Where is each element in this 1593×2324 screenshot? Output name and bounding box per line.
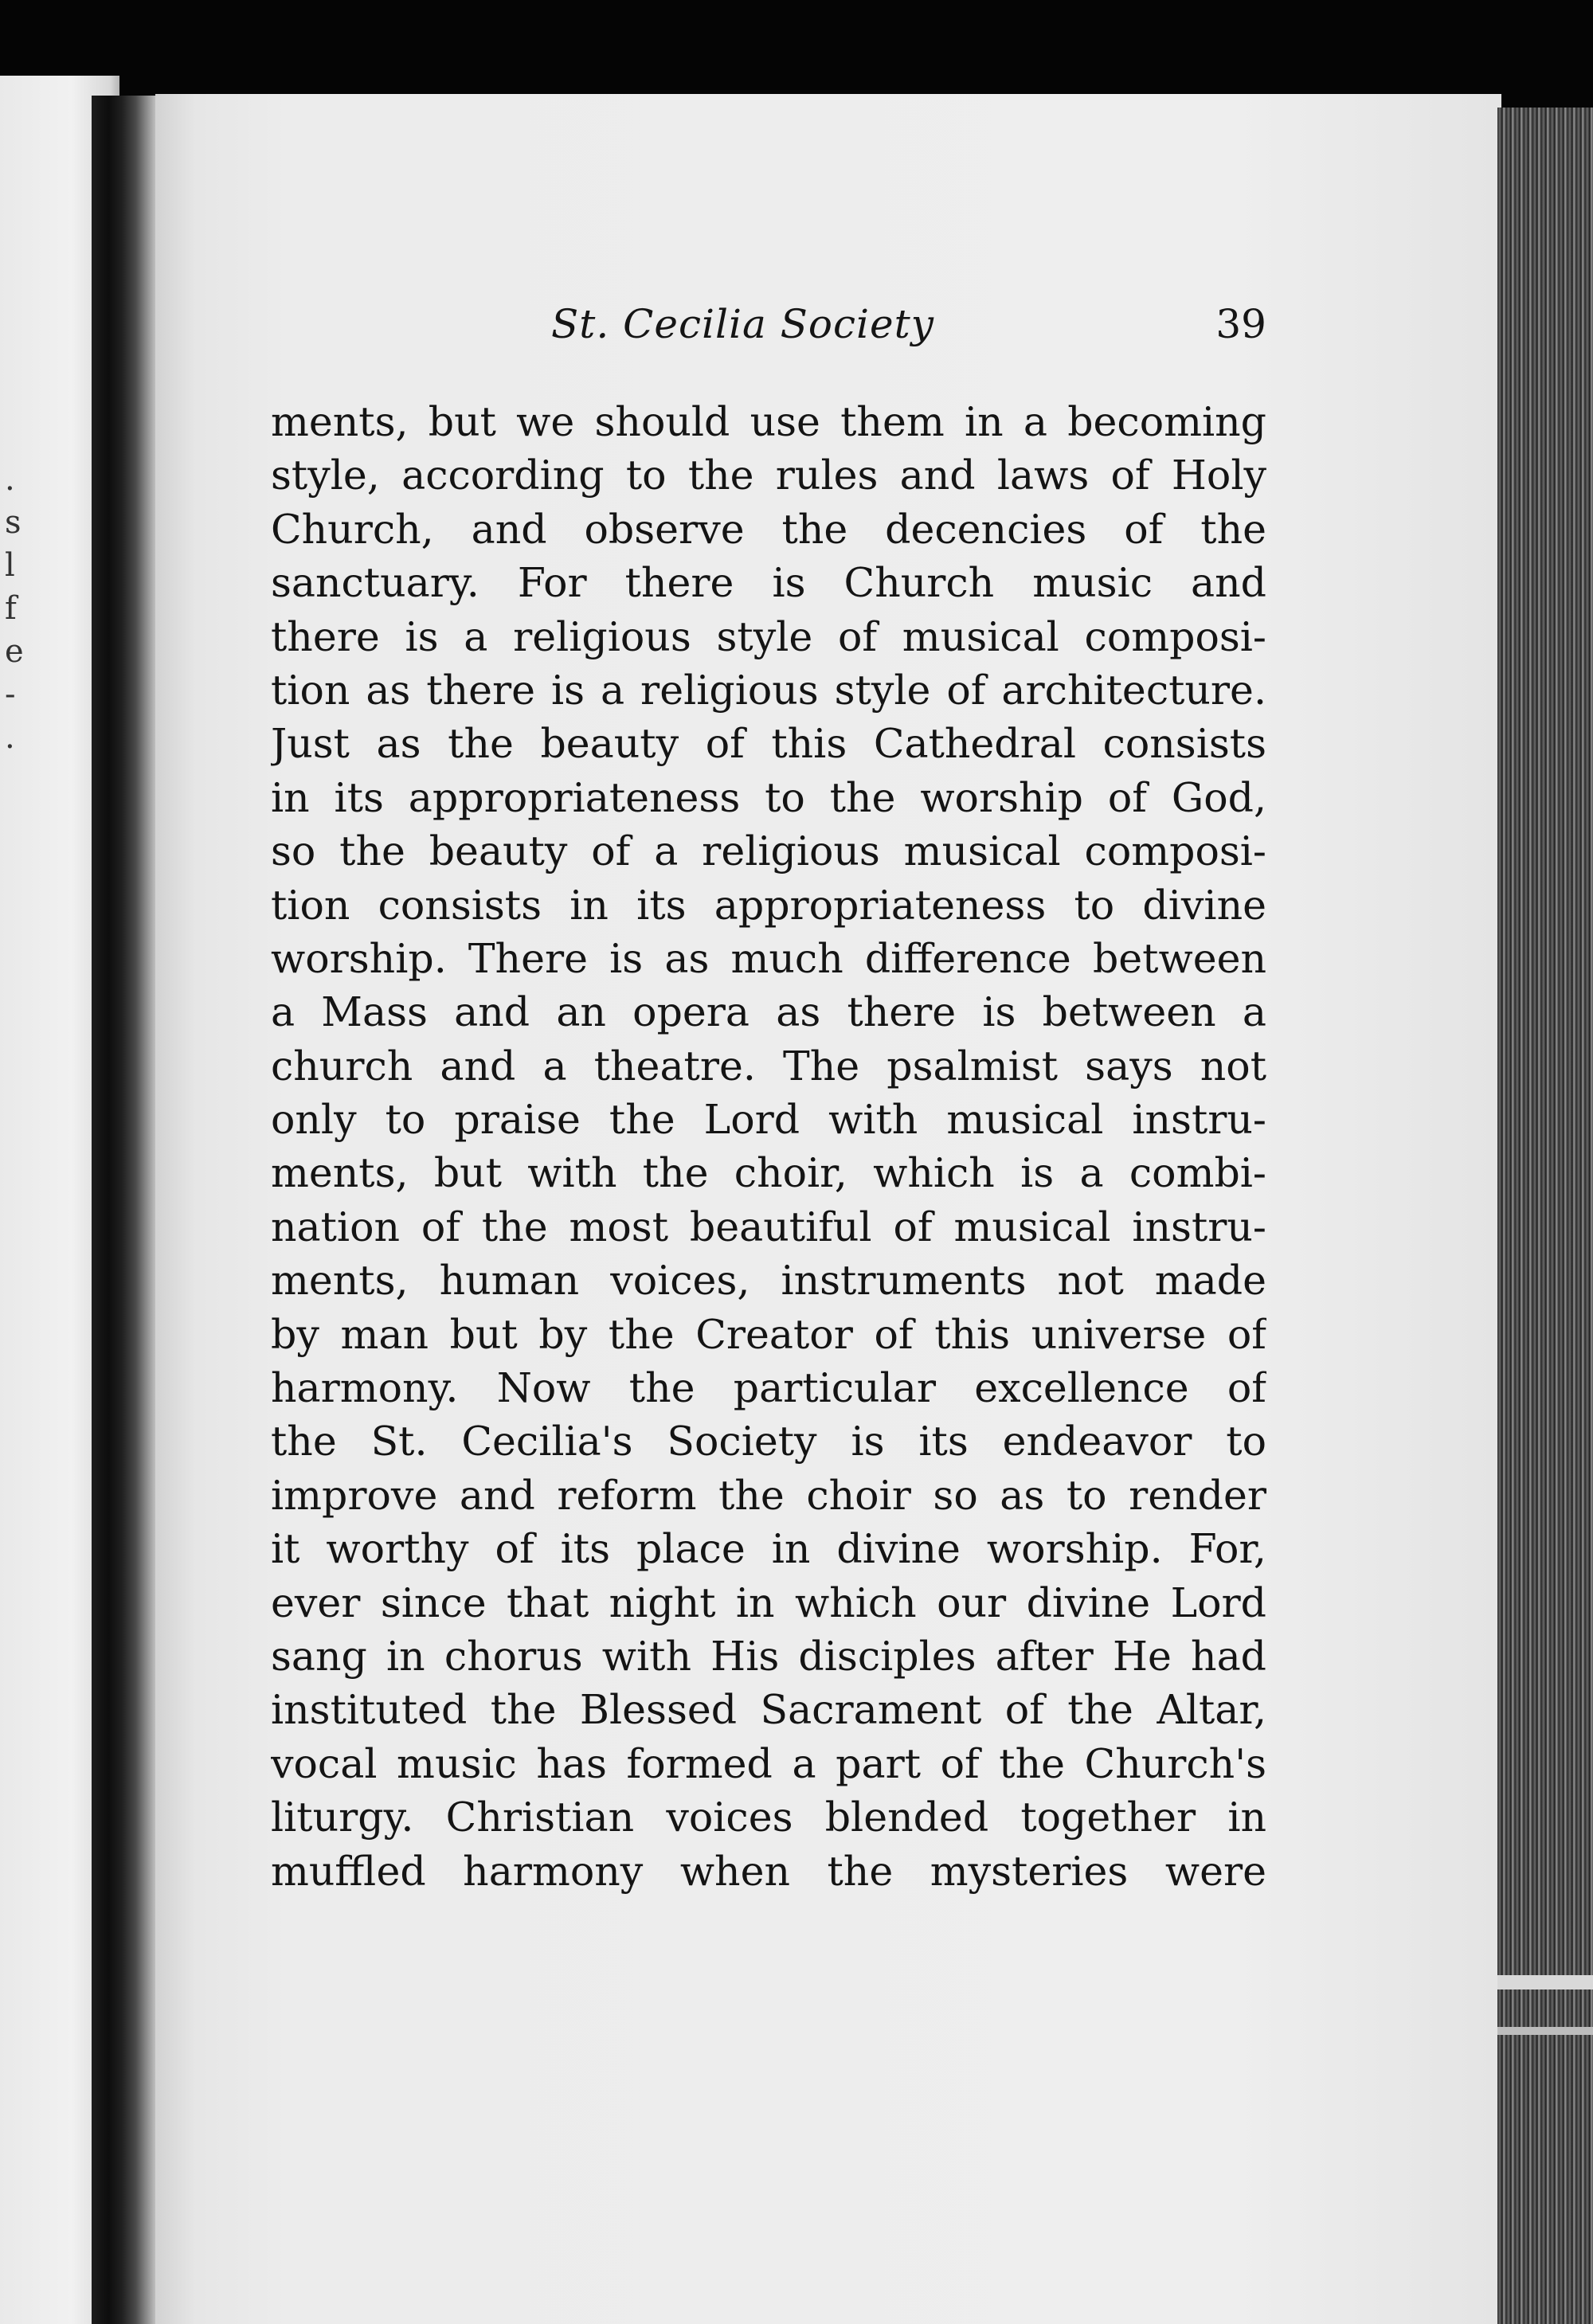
page-edge-highlight	[1497, 2027, 1593, 2035]
fragment: .	[5, 719, 15, 756]
page-edge-highlight	[1497, 1975, 1593, 1989]
text-line: ments, but with the choir, which is a combi-	[271, 1149, 1266, 1197]
text-line: harmony. Now the particular excellence of	[271, 1364, 1266, 1412]
text-line: ments, human voices, instruments not made	[271, 1257, 1266, 1305]
fragment: -	[5, 676, 16, 713]
text-line: tion consists in its appropriateness to divine	[271, 881, 1266, 929]
text-line: a Mass and an opera as there is between a	[271, 988, 1266, 1036]
text-line: vocal music has formed a part of the Church's	[271, 1739, 1266, 1787]
text-line: church and a theatre. The psalmist says not	[271, 1042, 1266, 1090]
text-line: ments, but we should use them in a becoming	[271, 398, 1266, 445]
text-line: Just as the beauty of this Cathedral consists	[271, 720, 1266, 768]
text-line: ever since that night in which our divine Lord	[271, 1579, 1266, 1626]
text-line: muffled harmony when the mysteries were	[271, 1847, 1266, 1895]
fragment: s	[5, 504, 22, 541]
text-line: so the beauty of a religious musical composi-	[271, 827, 1266, 875]
text-line: the St. Cecilia's Society is its endeavor to	[271, 1418, 1266, 1465]
text-line: it worthy of its place in divine worship. For,	[271, 1525, 1266, 1573]
text-line: instituted the Blessed Sacrament of the Altar,	[271, 1686, 1266, 1734]
text-line: style, according to the rules and laws of Holy	[271, 452, 1266, 499]
fragment: l	[5, 547, 15, 584]
book-gutter-shadow	[92, 96, 159, 2324]
text-line: by man but by the Creator of this universe of	[271, 1310, 1266, 1358]
fragment: f	[5, 590, 17, 627]
text-line: liturgy. Christian voices blended together in	[271, 1794, 1266, 1841]
text-line: in its appropriateness to the worship of God,	[271, 773, 1266, 821]
running-title: St. Cecilia Society	[551, 301, 934, 347]
page-number: 39	[1215, 301, 1266, 347]
text-line: sang in chorus with His disciples after He had	[271, 1632, 1266, 1680]
text-line: sanctuary. For there is Church music and	[271, 559, 1266, 607]
text-line: tion as there is a religious style of architecture.	[271, 666, 1266, 714]
text-line: only to praise the Lord with musical instru-	[271, 1096, 1266, 1144]
fragment: e	[5, 633, 24, 670]
page-edges	[1497, 108, 1593, 2324]
text-line: there is a religious style of musical composi-	[271, 612, 1266, 660]
body-text	[271, 395, 1266, 1898]
text-line: Church, and observe the decencies of the	[271, 505, 1266, 553]
text-line: nation of the most beautiful of musical instru-	[271, 1203, 1266, 1250]
previous-page-text-fragments	[5, 458, 24, 759]
fragment: .	[5, 461, 15, 498]
text-line: worship. There is as much difference between	[271, 934, 1266, 982]
text-line: improve and reform the choir so as to render	[271, 1471, 1266, 1519]
page-header	[271, 301, 1266, 357]
